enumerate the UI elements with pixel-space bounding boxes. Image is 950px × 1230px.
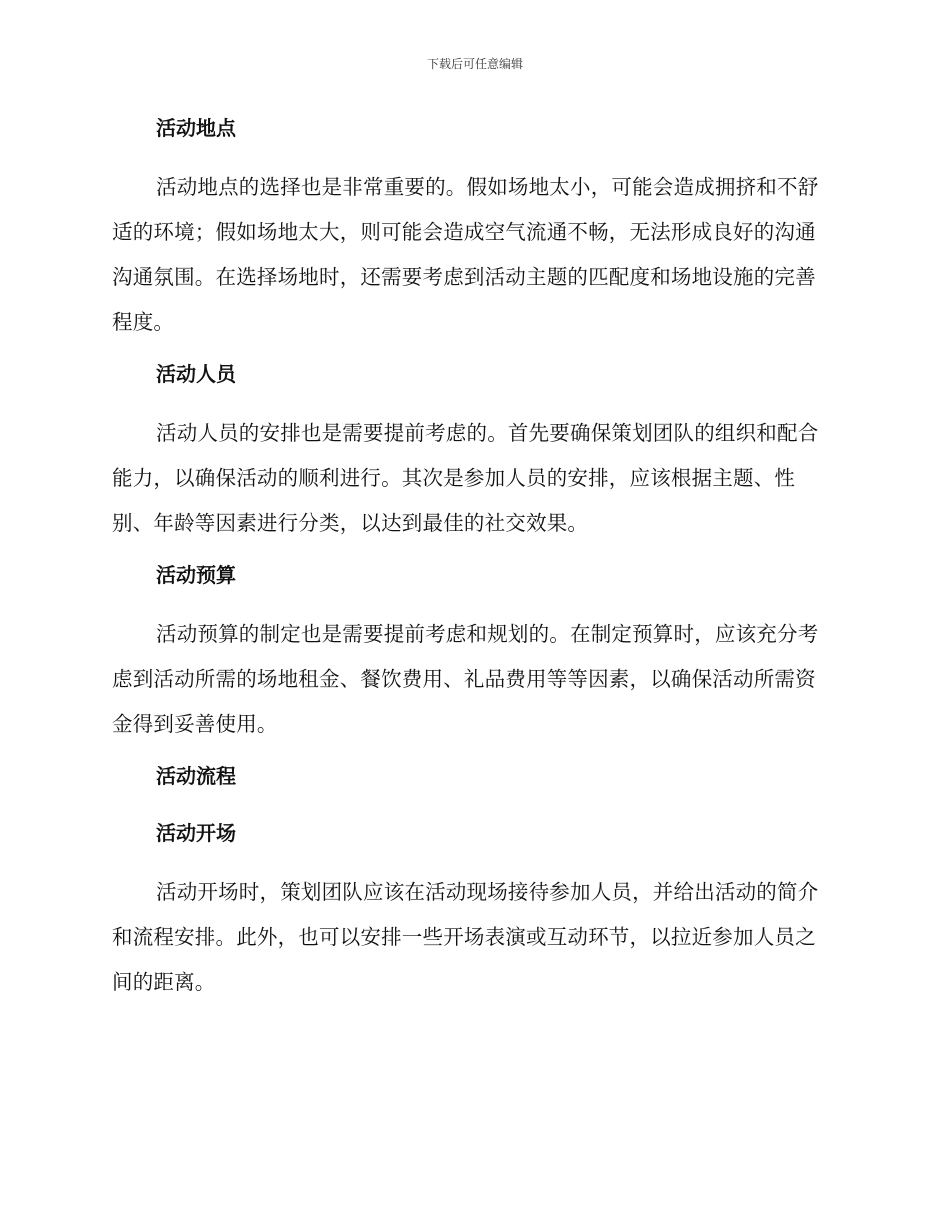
- section-heading-location: 活动地点: [156, 116, 236, 140]
- section-heading-staff: 活动人员: [156, 362, 236, 386]
- section-heading-budget: 活动预算: [156, 563, 236, 587]
- section-body-budget: 活动预算的制定也是需要提前考虑和规划的。在制定预算时，应该充分考虑到活动所需的场地租金、餐饮费用、礼品费用等等因素，以确保活动所需资金得到妥善使用。: [112, 622, 819, 736]
- document-body: [112, 112, 832, 1005]
- page-header-note: 下载后可任意编辑: [426, 57, 523, 71]
- section-body-location: 活动地点的选择也是非常重要的。假如场地太小，可能会造成拥挤和不舒适的环境；假如场地太大，则可能会造成空气流通不畅，无法形成良好的沟通沟通氛围。在选择场地时，还需要考虑到活动主题的匹配度和场地设施的完善程度。: [112, 175, 819, 334]
- section-body-opening: 活动开场时，策划团队应该在活动现场接待参加人员，并给出活动的简介和流程安排。此外，也可以安排一些开场表演或互动环节，以拉近参加人员之间的距离。: [112, 880, 819, 994]
- section-body-staff: 活动人员的安排也是需要提前考虑的。首先要确保策划团队的组织和配合能力，以确保活动的顺利进行。其次是参加人员的安排，应该根据主题、性别、年龄等因素进行分类，以达到最佳的社交效果。: [112, 421, 819, 535]
- section-heading-opening: 活动开场: [156, 821, 236, 845]
- section-heading-process: 活动流程: [156, 764, 236, 788]
